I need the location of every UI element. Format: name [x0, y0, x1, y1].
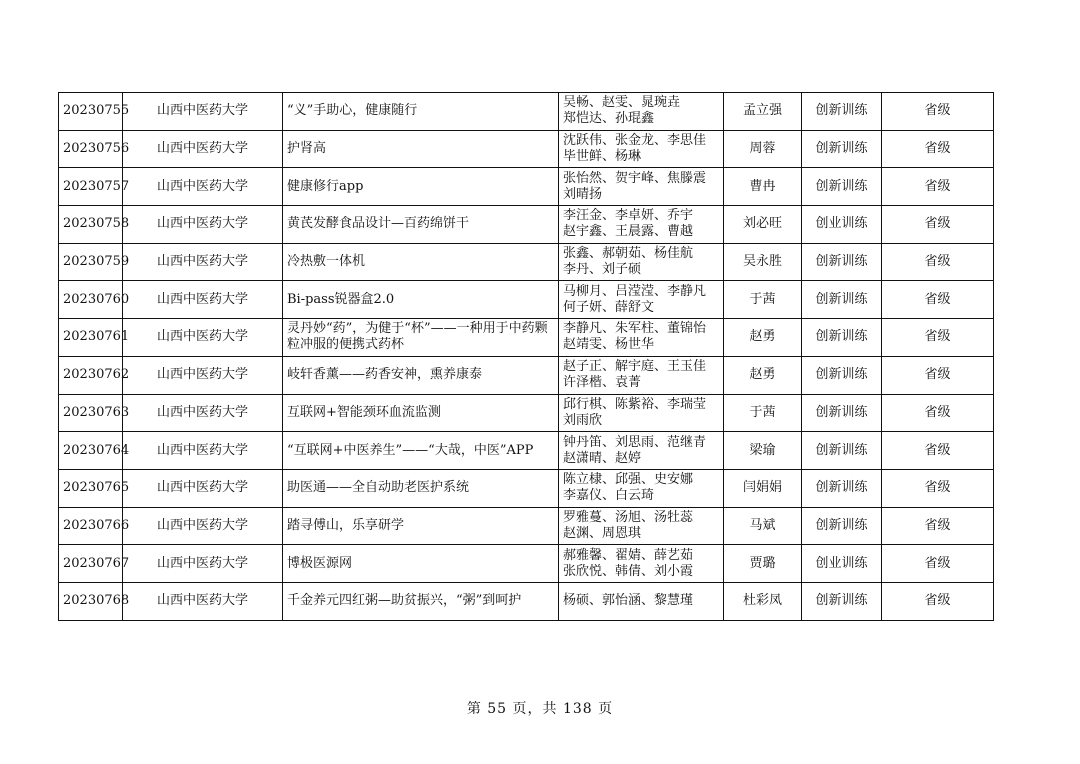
school-cell: 山西中医药大学 [123, 356, 283, 394]
project-name-cell: 踏寻傅山，乐享研学 [283, 507, 559, 545]
school-cell: 山西中医药大学 [123, 432, 283, 470]
project-type-cell: 创新训练 [802, 507, 882, 545]
members-cell [559, 432, 724, 470]
advisor-cell: 于茜 [724, 394, 802, 432]
project-level-cell: 省级 [882, 168, 994, 206]
member-line: 张欣悦、韩倩、刘小霞 [563, 563, 694, 579]
school-cell: 山西中医药大学 [123, 319, 283, 357]
project-level-cell: 省级 [882, 356, 994, 394]
project-name-cell: 博极医源网 [283, 545, 559, 583]
member-line: 赵子正、解宇庭、王玉佳 [563, 359, 707, 375]
project-name-cell: 岐轩香薰——药香安神，熏养康泰 [283, 356, 559, 394]
table-row [59, 130, 994, 168]
advisor-cell: 吴永胜 [724, 243, 802, 281]
project-id-cell: 20230762 [59, 356, 123, 394]
project-type-cell: 创新训练 [802, 319, 882, 357]
member-line: 罗雅蔓、汤旭、汤牡蕊 [563, 509, 694, 525]
member-line: 刘晴扬 [563, 186, 603, 202]
table-row [59, 243, 994, 281]
advisor-cell: 刘必旺 [724, 206, 802, 244]
project-type-cell: 创业训练 [802, 206, 882, 244]
table-row [59, 545, 994, 583]
project-id-cell: 20230768 [59, 582, 123, 620]
advisor-cell: 马斌 [724, 507, 802, 545]
member-line: 陈立棣、邱强、史安娜 [563, 472, 694, 488]
school-cell: 山西中医药大学 [123, 93, 283, 131]
project-id-cell: 20230759 [59, 243, 123, 281]
members-cell [559, 507, 724, 545]
project-level-cell: 省级 [882, 281, 994, 319]
project-type-cell: 创新训练 [802, 168, 882, 206]
members-cell [559, 545, 724, 583]
project-type-cell: 创新训练 [802, 394, 882, 432]
project-id-cell: 20230756 [59, 130, 123, 168]
project-id-cell: 20230757 [59, 168, 123, 206]
project-level-cell: 省级 [882, 432, 994, 470]
project-id-cell: 20230763 [59, 394, 123, 432]
table-row [59, 432, 994, 470]
school-cell: 山西中医药大学 [123, 130, 283, 168]
school-cell: 山西中医药大学 [123, 507, 283, 545]
project-type-cell: 创新训练 [802, 469, 882, 507]
project-name-cell: 健康修行app [283, 168, 559, 206]
project-name-cell: 千金养元四红粥—助贫振兴，“粥”到呵护 [283, 582, 559, 620]
advisor-cell: 赵勇 [724, 356, 802, 394]
advisor-cell: 闫娟娟 [724, 469, 802, 507]
project-table-body [59, 93, 994, 621]
member-line: 李汪金、李卓妍、乔宇 [563, 208, 694, 224]
members-cell [559, 394, 724, 432]
table-row [59, 168, 994, 206]
project-id-cell: 20230767 [59, 545, 123, 583]
project-level-cell: 省级 [882, 130, 994, 168]
members-cell [559, 243, 724, 281]
project-level-cell: 省级 [882, 507, 994, 545]
member-line: 郝雅馨、翟婧、薛艺茹 [563, 547, 694, 563]
member-line: 刘雨欣 [563, 412, 603, 428]
member-line: 毕世鲜、杨琳 [563, 149, 642, 165]
members-cell [559, 93, 724, 131]
project-id-cell: 20230766 [59, 507, 123, 545]
project-type-cell: 创业训练 [802, 545, 882, 583]
member-line: 李丹、刘子硕 [563, 262, 642, 278]
members-cell [559, 356, 724, 394]
member-line: 郑恺达、孙琨鑫 [563, 111, 655, 127]
project-level-cell: 省级 [882, 469, 994, 507]
member-line: 杨硕、郭怡涵、黎慧瑾 [563, 593, 694, 609]
member-line: 许泽楷、袁菁 [563, 375, 642, 391]
table-row [59, 582, 994, 620]
project-name-cell: 黄芪发酵食品设计—百药绵饼干 [283, 206, 559, 244]
members-cell [559, 168, 724, 206]
table-row [59, 394, 994, 432]
member-line: 赵渊、周恩琪 [563, 525, 642, 541]
table-row [59, 93, 994, 131]
project-name-cell: 冷热敷一体机 [283, 243, 559, 281]
advisor-cell: 梁瑜 [724, 432, 802, 470]
advisor-cell: 周蓉 [724, 130, 802, 168]
table-row [59, 281, 994, 319]
table-row [59, 356, 994, 394]
table-row [59, 507, 994, 545]
members-cell [559, 130, 724, 168]
members-cell [559, 582, 724, 620]
advisor-cell: 孟立强 [724, 93, 802, 131]
member-line: 吴畅、赵雯、晁琬垚 [563, 95, 681, 111]
members-cell [559, 281, 724, 319]
advisor-cell: 赵勇 [724, 319, 802, 357]
table-row [59, 469, 994, 507]
project-name-cell: “互联网+中医养生”——“大哉，中医”APP [283, 432, 559, 470]
school-cell: 山西中医药大学 [123, 206, 283, 244]
project-type-cell: 创新训练 [802, 93, 882, 131]
members-cell [559, 319, 724, 357]
member-line: 李嘉仪、白云琦 [563, 488, 655, 504]
table-row [59, 206, 994, 244]
advisor-cell: 贾璐 [724, 545, 802, 583]
member-line: 何子妍、薛舒文 [563, 299, 655, 315]
member-line: 赵靖雯、杨世华 [563, 337, 655, 353]
school-cell: 山西中医药大学 [123, 545, 283, 583]
member-line: 张鑫、郝朝茹、杨佳航 [563, 246, 694, 262]
project-type-cell: 创新训练 [802, 582, 882, 620]
project-type-cell: 创新训练 [802, 432, 882, 470]
members-cell [559, 469, 724, 507]
school-cell: 山西中医药大学 [123, 469, 283, 507]
project-id-cell: 20230764 [59, 432, 123, 470]
project-name-cell: 护肾高 [283, 130, 559, 168]
project-name-cell: 灵丹妙“药”，为健于“杯”——一种用于中药颗粒冲服的便携式药杯 [283, 319, 559, 357]
member-line: 赵宇鑫、王晨露、曹越 [563, 224, 694, 240]
member-line: 邱行棋、陈紫裕、李瑞莹 [563, 396, 707, 412]
project-level-cell: 省级 [882, 206, 994, 244]
project-type-cell: 创新训练 [802, 281, 882, 319]
project-level-cell: 省级 [882, 319, 994, 357]
project-name-cell: 助医通——全自动助老医护系统 [283, 469, 559, 507]
school-cell: 山西中医药大学 [123, 281, 283, 319]
members-cell [559, 206, 724, 244]
project-id-cell: 20230761 [59, 319, 123, 357]
project-id-cell: 20230758 [59, 206, 123, 244]
project-level-cell: 省级 [882, 394, 994, 432]
member-line: 赵潇晴、赵婷 [563, 450, 642, 466]
project-level-cell: 省级 [882, 93, 994, 131]
project-level-cell: 省级 [882, 545, 994, 583]
project-table [58, 92, 994, 621]
project-type-cell: 创新训练 [802, 130, 882, 168]
school-cell: 山西中医药大学 [123, 168, 283, 206]
school-cell: 山西中医药大学 [123, 394, 283, 432]
member-line: 李静凡、朱军柱、董锦怡 [563, 321, 707, 337]
project-id-cell: 20230760 [59, 281, 123, 319]
project-name-cell: 互联网+智能颈环血流监测 [283, 394, 559, 432]
member-line: 沈跃伟、张金龙、李思佳 [563, 133, 707, 149]
advisor-cell: 曹冉 [724, 168, 802, 206]
project-name-cell: Bi-pass锐器盒2.0 [283, 281, 559, 319]
school-cell: 山西中医药大学 [123, 582, 283, 620]
school-cell: 山西中医药大学 [123, 243, 283, 281]
project-type-cell: 创新训练 [802, 243, 882, 281]
advisor-cell: 于茜 [724, 281, 802, 319]
table-row [59, 319, 994, 357]
project-id-cell: 20230765 [59, 469, 123, 507]
member-line: 钟丹笛、刘思雨、范继青 [563, 434, 707, 450]
member-line: 张怡然、贺宇峰、焦滕震 [563, 170, 707, 186]
member-line: 马柳月、吕滢滢、李静凡 [563, 283, 707, 299]
project-name-cell: “义”手助心，健康随行 [283, 93, 559, 131]
project-level-cell: 省级 [882, 582, 994, 620]
project-id-cell: 20230755 [59, 93, 123, 131]
project-level-cell: 省级 [882, 243, 994, 281]
page-footer: 第 55 页，共 138 页 [466, 701, 614, 717]
advisor-cell: 杜彩凤 [724, 582, 802, 620]
project-type-cell: 创新训练 [802, 356, 882, 394]
